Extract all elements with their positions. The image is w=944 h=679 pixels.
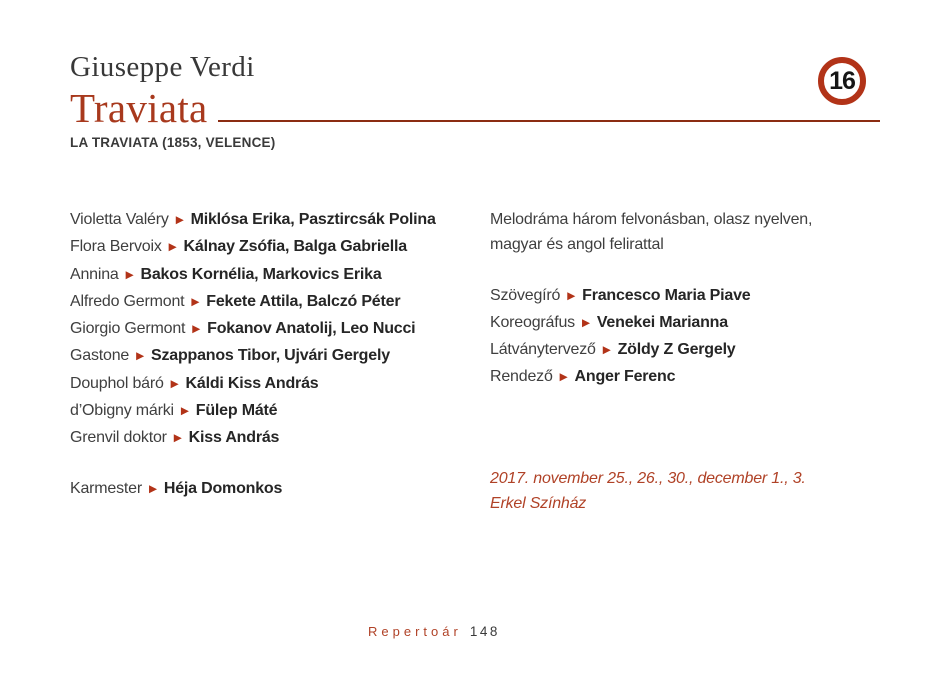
cast-row bbox=[70, 343, 480, 370]
venue: Erkel Színház bbox=[490, 495, 587, 513]
performer-names: Fekete Attila, Balczó Péter bbox=[206, 292, 401, 310]
arrow-icon: ▶ bbox=[192, 323, 201, 336]
title-row bbox=[70, 86, 880, 130]
description bbox=[490, 207, 900, 258]
creative-names: Venekei Marianna bbox=[596, 313, 728, 331]
performer-names: Kiss András bbox=[188, 429, 280, 447]
composer-name: Giuseppe Verdi bbox=[70, 51, 255, 83]
creative-row bbox=[490, 310, 900, 337]
creative-row bbox=[490, 337, 900, 364]
creatives-list bbox=[490, 283, 900, 392]
arrow-icon: ▶ bbox=[168, 241, 177, 254]
cast-row bbox=[70, 398, 480, 425]
cast-row bbox=[70, 207, 480, 234]
page-footer bbox=[368, 624, 500, 639]
cast-row bbox=[70, 371, 480, 398]
creative-row bbox=[490, 364, 900, 391]
role-label: Alfredo Germont bbox=[70, 292, 185, 310]
original-title-subtitle: LA TRAVIATA (1853, VELENCE) bbox=[70, 135, 276, 150]
role-label: Látványtervező bbox=[490, 341, 596, 359]
role-label: Douphol báró bbox=[70, 374, 164, 392]
performer-names: Miklósa Erika, Pasztircsák Polina bbox=[190, 211, 436, 228]
creative-names: Zöldy Z Gergely bbox=[617, 341, 736, 359]
performer-names: Szappanos Tibor, Ujvári Gergely bbox=[150, 347, 390, 365]
cast-row bbox=[70, 316, 480, 343]
performance-dates bbox=[490, 466, 900, 517]
performer-names: Káldi Kiss András bbox=[185, 374, 319, 392]
title-rule bbox=[218, 120, 880, 122]
role-label: Violetta Valéry bbox=[70, 211, 169, 228]
page-title: Traviata bbox=[70, 85, 208, 131]
arrow-icon: ▶ bbox=[136, 350, 144, 363]
arrow-icon: ▶ bbox=[191, 295, 200, 308]
role-label: Giorgio Germont bbox=[70, 320, 186, 338]
conductor-row bbox=[70, 476, 480, 503]
arrow-icon: ▶ bbox=[559, 371, 568, 384]
footer-section-label: Repertoár bbox=[368, 624, 462, 639]
role-label: Annina bbox=[70, 265, 119, 283]
cast-row bbox=[70, 425, 480, 452]
role-label: Szövegíró bbox=[490, 286, 561, 304]
performer-names: Kálnay Zsófia, Balga Gabriella bbox=[183, 238, 407, 256]
cast-list bbox=[70, 207, 480, 503]
arrow-icon: ▶ bbox=[175, 214, 184, 226]
performer-names: Fokanov Anatolij, Leo Nucci bbox=[207, 320, 416, 338]
production-details bbox=[490, 207, 900, 516]
creative-names: Anger Ferenc bbox=[574, 368, 676, 386]
performer-names: Bakos Kornélia, Markovics Erika bbox=[140, 265, 382, 283]
arrow-icon: ▶ bbox=[567, 289, 576, 302]
role-label: Grenvil doktor bbox=[70, 429, 167, 447]
page-number: 148 bbox=[469, 624, 500, 639]
arrow-icon: ▶ bbox=[170, 377, 179, 390]
role-label: Karmester bbox=[70, 479, 142, 497]
arrow-icon: ▶ bbox=[173, 432, 182, 445]
role-label: d’Obigny márki bbox=[70, 402, 174, 420]
role-label: Rendező bbox=[490, 368, 553, 386]
role-label: Flora Bervoix bbox=[70, 238, 162, 256]
description-line: Melodráma három felvonásban, olasz nyelven, bbox=[490, 211, 813, 228]
cast-row bbox=[70, 289, 480, 316]
arrow-icon: ▶ bbox=[125, 268, 134, 281]
performer-names: Fülep Máté bbox=[195, 402, 278, 420]
role-label: Gastone bbox=[70, 347, 130, 365]
creative-row bbox=[490, 283, 900, 310]
arrow-icon: ▶ bbox=[581, 316, 590, 329]
age-rating-badge bbox=[818, 57, 866, 105]
dates-line: 2017. november 25., 26., 30., december 1., 3. bbox=[490, 469, 806, 487]
arrow-icon: ▶ bbox=[149, 482, 157, 495]
age-rating-value: 16 bbox=[829, 66, 855, 95]
arrow-icon: ▶ bbox=[180, 405, 189, 418]
cast-row bbox=[70, 262, 480, 289]
creative-names: Francesco Maria Piave bbox=[582, 286, 751, 304]
performer-names: Héja Domonkos bbox=[163, 479, 283, 497]
arrow-icon: ▶ bbox=[602, 344, 611, 357]
description-line: magyar és angol felirattal bbox=[490, 236, 664, 254]
cast-row bbox=[70, 234, 480, 261]
role-label: Koreográfus bbox=[490, 313, 575, 331]
